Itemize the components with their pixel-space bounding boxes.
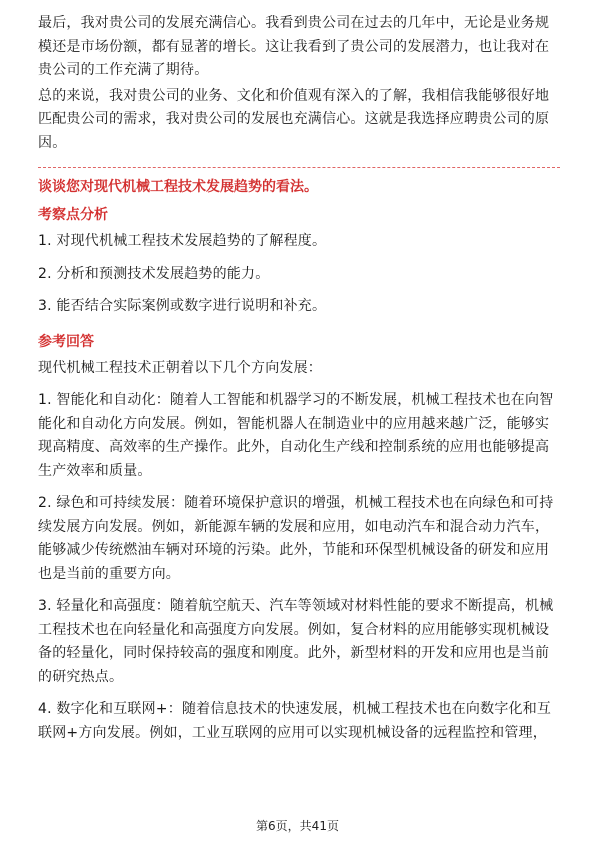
page-number: 第6页，共41页 bbox=[256, 819, 339, 833]
answer-point: 3. 轻量化和高强度：随着航空航天、汽车等领域对材料性能的要求不断提高，机械工程技术也在向轻量化和高强度方向发展。例如，复合材料的应用能够实现机械设备的轻量化，同时保持较高的强度和刚度。此外，新型材料的开发和应用也是当前的研究热点。 bbox=[38, 598, 554, 685]
question-heading: 谈谈您对现代机械工程技术发展趋势的看法。 bbox=[38, 179, 318, 195]
analysis-item: 1. 对现代机械工程技术发展趋势的了解程度。 bbox=[38, 233, 327, 249]
answer-point: 2. 绿色和可持续发展：随着环境保护意识的增强，机械工程技术也在向绿色和可持续发展方向发展。例如，新能源车辆的发展和应用，如电动汽车和混合动力汽车，能够减少传统燃油车辆对环境的污染。此外，节能和环保型机械设备的研发和应用也是当前的重要方向。 bbox=[38, 495, 554, 582]
section-divider bbox=[38, 167, 560, 168]
analysis-item: 3. 能否结合实际案例或数字进行说明和补充。 bbox=[38, 298, 327, 314]
answer-title: 参考回答 bbox=[38, 333, 94, 350]
answer-lead: 现代机械工程技术正朝着以下几个方向发展： bbox=[38, 359, 322, 376]
intro-paragraph-2: 总的来说，我对贵公司的业务、文化和价值观有深入的了解，我相信我能够很好地匹配贵公司的需求，我对贵公司的发展也充满信心。这就是我选择应聘贵公司的原因。 bbox=[38, 87, 550, 151]
analysis-title: 考察点分析 bbox=[38, 207, 108, 223]
answer-point: 4. 数字化和互联网+：随着信息技术的快速发展，机械工程技术也在向数字化和互联网+方向发展。例如，工业互联网的应用可以实现机械设备的远程监控和管理， bbox=[38, 701, 552, 741]
intro-paragraph-1: 最后，我对贵公司的发展充满信心。我看到贵公司在过去的几年中，无论是业务规模还是市场份额，都有显著的增长。这让我看到了贵公司的发展潜力，也让我对在贵公司的工作充满了期待。 bbox=[38, 15, 550, 78]
answer-point: 1. 智能化和自动化：随着人工智能和机器学习的不断发展，机械工程技术也在向智能化和自动化方向发展。例如，智能机器人在制造业中的应用越来越广泛，能够实现高精度、高效率的生产操作。此外，自动化生产线和控制系统的应用也能够提高生产效率和质量。 bbox=[38, 392, 554, 479]
document-page bbox=[38, 12, 560, 745]
analysis-item: 2. 分析和预测技术发展趋势的能力。 bbox=[38, 265, 270, 282]
